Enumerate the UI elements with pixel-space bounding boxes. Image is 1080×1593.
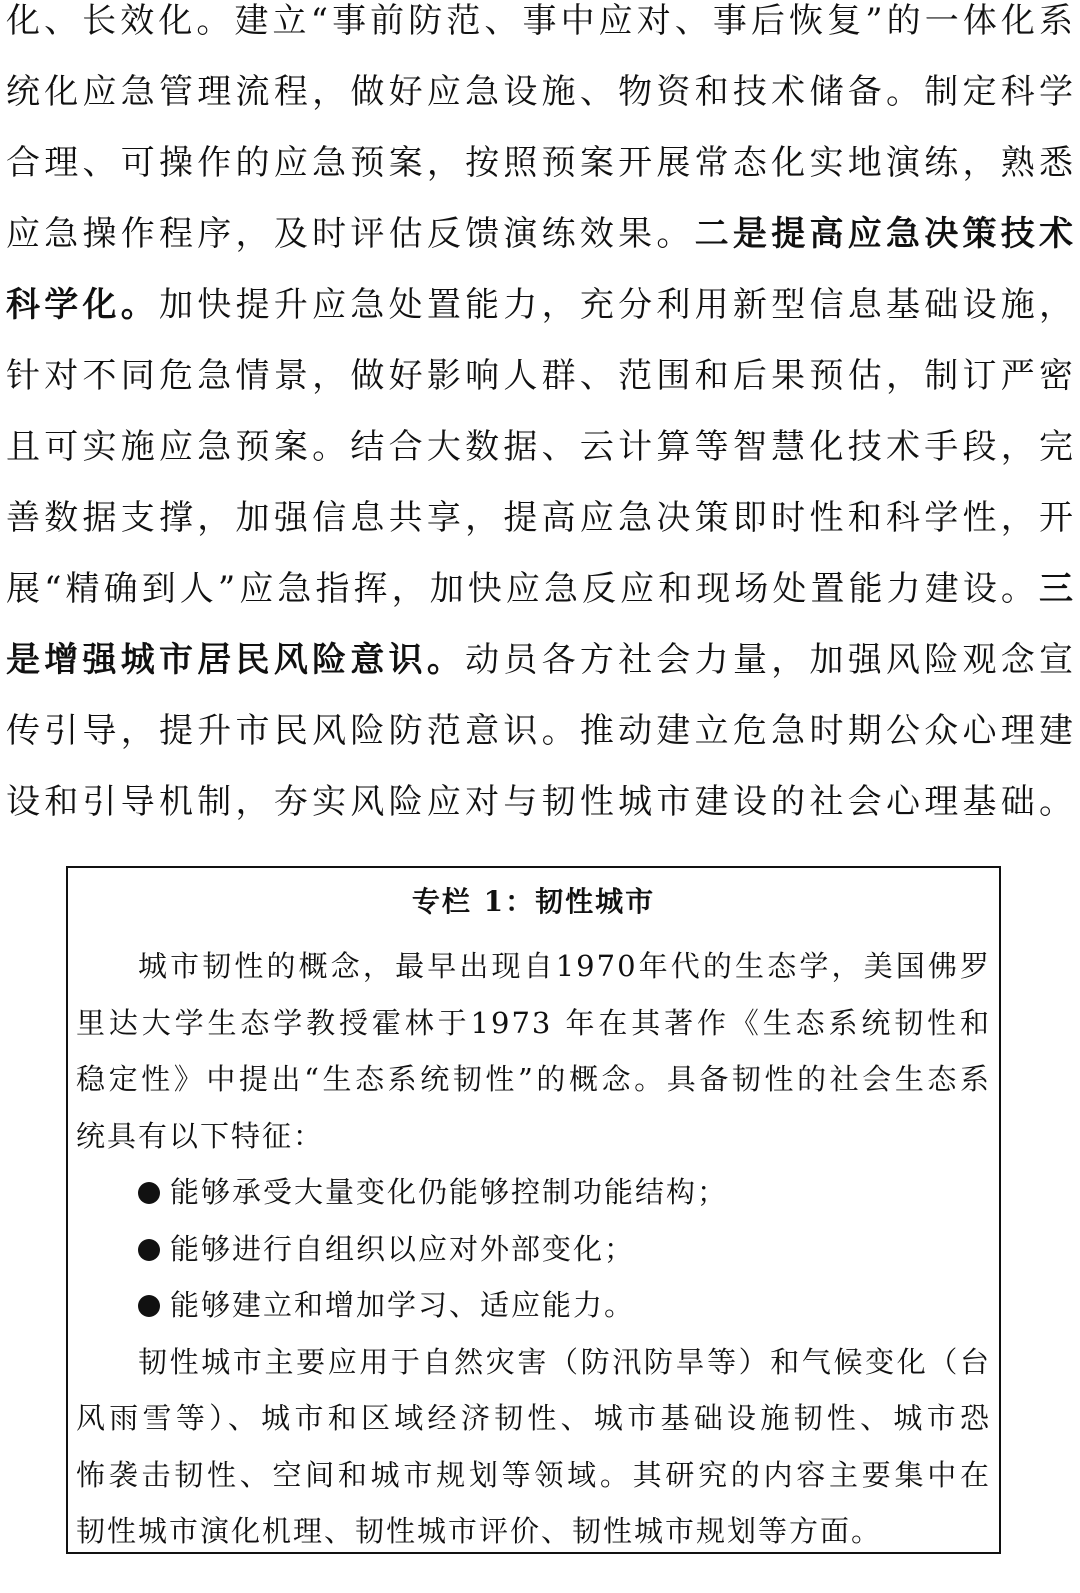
text-run: 展“精确到人”应急指挥，加快应急反应和现场处置能力建设。	[6, 569, 1039, 609]
box-content	[76, 938, 991, 1560]
paragraph-line	[6, 270, 1074, 341]
paragraph-line	[6, 412, 1074, 483]
bold-heading-run: 三	[1039, 569, 1074, 609]
text-run: 统化应急管理流程，做好应急设施、物资和技术储备。制定科学	[6, 72, 1074, 112]
bullet-dot-icon	[138, 1239, 160, 1261]
box-intro-line: 里达大学生态学教授霍林于1973 年在其著作《生态系统韧性和	[76, 1005, 991, 1040]
bullet-dot-icon	[138, 1295, 160, 1317]
paragraph-line	[6, 199, 1074, 270]
box-closing-line: 韧性城市演化机理、韧性城市评价、韧性城市规划等方面。	[76, 1514, 883, 1548]
bullet-dot-icon	[138, 1182, 160, 1204]
box-closing-line: 韧性城市主要应用于自然灾害（防汛防旱等）和气候变化（台	[138, 1344, 991, 1379]
bullet-text: 能够建立和增加学习、适应能力。	[170, 1288, 636, 1322]
text-run: 且可实施应急预案。结合大数据、云计算等智慧化技术手段，完	[6, 427, 1074, 467]
paragraph-line	[6, 767, 1074, 838]
box-title: 专栏 1：韧性城市	[411, 885, 656, 918]
sidebar-box-resilient-city	[66, 866, 1001, 1554]
box-intro-line: 稳定性》中提出“生态系统韧性”的概念。具备韧性的社会生态系	[76, 1062, 991, 1096]
bullet-text: 能够进行自组织以应对外部变化；	[170, 1231, 636, 1266]
body-paragraph	[6, 0, 1074, 838]
bold-heading-run: 二是提高应急决策技术	[694, 214, 1075, 254]
paragraph-line	[6, 341, 1074, 412]
paragraph-line	[6, 554, 1074, 625]
text-run: 动员各方社会力量，加强风险观念宣	[465, 640, 1075, 680]
box-intro-line: 统具有以下特征：	[76, 1118, 325, 1153]
bullet-item	[76, 1277, 991, 1334]
paragraph-line	[6, 0, 1074, 57]
text-run: 针对不同危急情景，做好影响人群、范围和后果预估，制订严密	[6, 356, 1074, 396]
paragraph-line	[6, 625, 1074, 696]
box-intro-line: 城市韧性的概念，最早出现自1970年代的生态学，美国佛罗	[138, 949, 991, 983]
paragraph-line	[6, 57, 1074, 128]
bullet-text: 能够承受大量变化仍能够控制功能结构；	[170, 1175, 729, 1209]
paragraph-line	[6, 128, 1074, 199]
text-run: 加快提升应急处置能力，充分利用新型信息基础设施，	[159, 285, 1075, 325]
bullet-item	[76, 1221, 991, 1278]
text-run: 设和引导机制，夯实风险应对与韧性城市建设的社会心理基础。	[6, 782, 1074, 822]
text-run: 应急操作程序，及时评估反馈演练效果。	[6, 214, 695, 254]
bold-heading-run: 是增强城市居民风险意识。	[6, 640, 466, 680]
paragraph-line	[6, 696, 1074, 767]
box-closing-line: 风雨雪等）、城市和区域经济韧性、城市基础设施韧性、城市恐	[76, 1401, 991, 1435]
text-run: 合理、可操作的应急预案，按照预案开展常态化实地演练，熟悉	[6, 143, 1074, 183]
box-closing-line: 怖袭击韧性、空间和城市规划等领域。其研究的内容主要集中在	[76, 1457, 991, 1492]
text-run: 善数据支撑，加强信息共享，提高应急决策即时性和科学性，开	[6, 498, 1074, 538]
text-run: 传引导，提升市民风险防范意识。推动建立危急时期公众心理建	[6, 711, 1074, 751]
text-run: 化、长效化。建立“事前防范、事中应对、事后恢复”的一体化系	[6, 1, 1074, 41]
bold-heading-run: 科学化。	[6, 285, 160, 325]
bullet-item	[76, 1164, 991, 1221]
paragraph-line	[6, 483, 1074, 554]
